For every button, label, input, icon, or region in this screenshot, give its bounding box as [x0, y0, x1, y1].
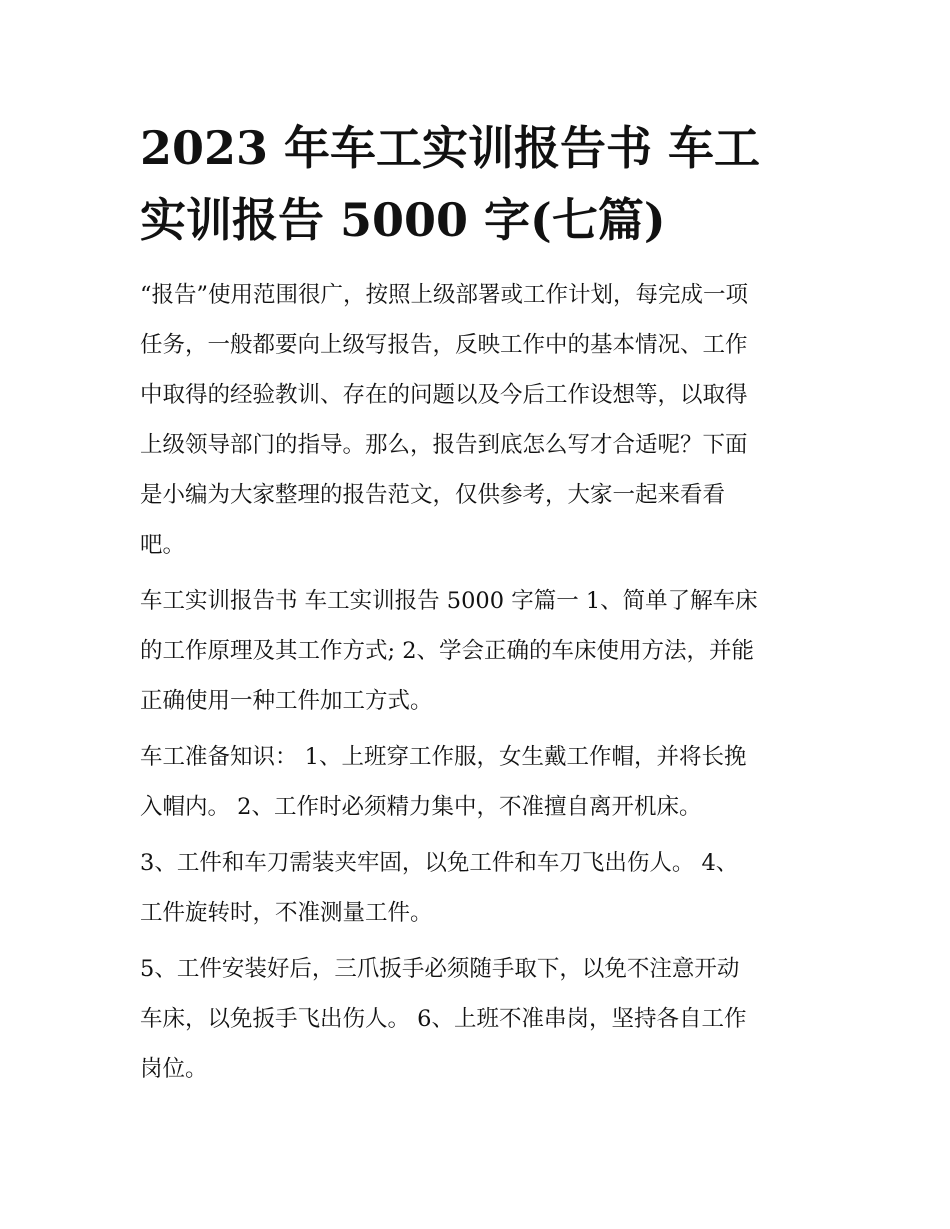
- body-paragraph: [140, 944, 816, 1094]
- intro-paragraph: [140, 270, 816, 570]
- text-line: 车工准备知识： 1、上班穿工作服，女生戴工作帽，并将长挽: [140, 744, 747, 770]
- text-line: 的工作原理及其工作方式; 2、学会正确的车床使用方法，并能: [140, 638, 755, 664]
- text-line: 正确使用一种工件加工方式。: [140, 688, 433, 714]
- body-paragraph: [140, 838, 816, 938]
- text-line: 3、工件和车刀需装夹牢固，以免工件和车刀飞出伤人。 4、: [140, 850, 739, 876]
- body-paragraph: [140, 576, 816, 726]
- text-line: 是小编为大家整理的报告范文，仅供参考，大家一起来看看: [140, 482, 726, 508]
- title-line: 2023 年车工实训报告书 车工: [140, 121, 761, 175]
- text-line: 任务，一般都要向上级写报告，反映工作中的基本情况、工作: [140, 332, 748, 358]
- text-line: 中取得的经验教训、存在的问题以及今后工作设想等，以取得: [140, 382, 748, 408]
- text-line: 工件旋转时，不准测量工件。: [140, 900, 433, 926]
- text-line: 上级领导部门的指导。那么，报告到底怎么写才合适呢？下面: [140, 432, 748, 458]
- text-line: 5、工件安装好后，三爪扳手必须随手取下，以免不注意开动: [140, 956, 740, 982]
- text-line: “报告”使用范围很广，按照上级部署或工作计划，每完成一项: [140, 282, 749, 308]
- text-line: 车工实训报告书 车工实训报告 5000 字篇一 1、简单了解车床: [140, 588, 758, 614]
- text-line: 入帽内。 2、工作时必须精力集中，不准擅自离开机床。: [140, 794, 702, 820]
- text-line: 岗位。: [140, 1056, 208, 1082]
- title-line: 实训报告 5000 字(七篇): [140, 193, 666, 247]
- text-line: 车床，以免扳手飞出伤人。 6、上班不准串岗，坚持各自工作: [140, 1006, 747, 1032]
- document-page: [140, 112, 816, 1100]
- text-line: 吧。: [140, 532, 186, 558]
- body-paragraph: [140, 732, 816, 832]
- document-title: [140, 112, 816, 256]
